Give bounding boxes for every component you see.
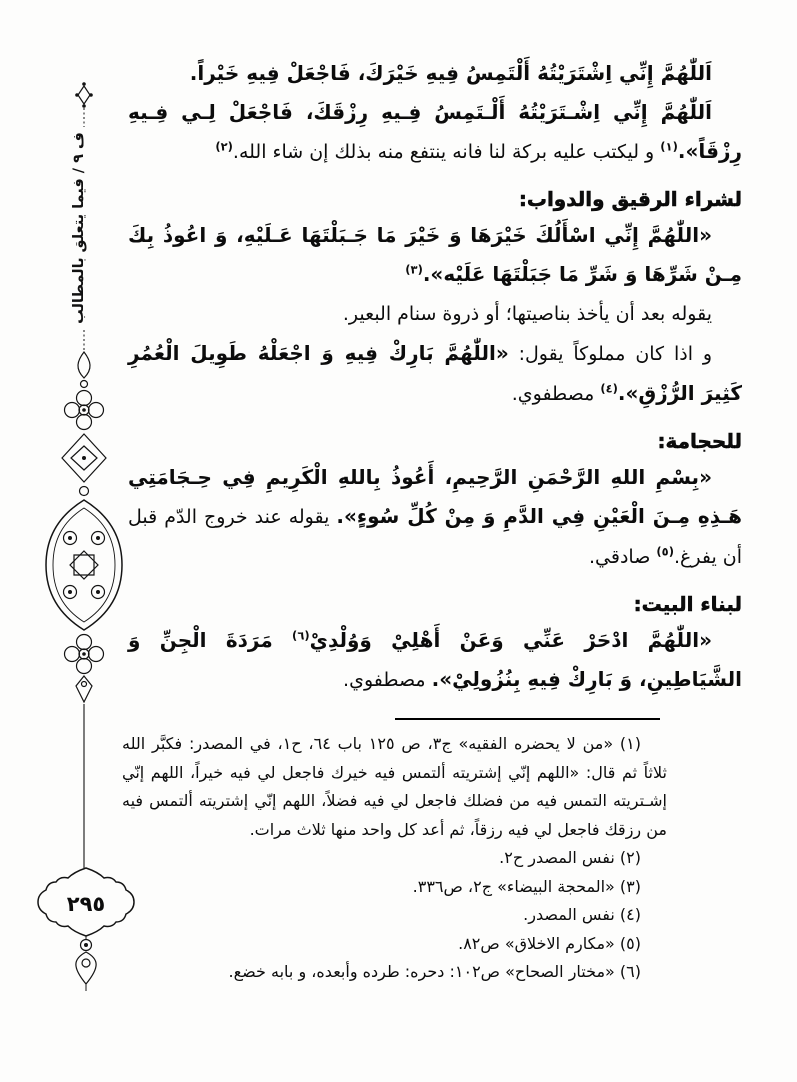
main-text: [122, 54, 742, 987]
paragraph: [128, 294, 742, 334]
paragraph: [128, 216, 742, 294]
footnote-ref: (٥): [656, 544, 674, 559]
paragraph: [128, 93, 742, 172]
paragraph: [128, 334, 742, 414]
footnote-ref: (٢): [215, 139, 233, 154]
text-run: و اذا كان مملوكاً يقول:: [508, 343, 712, 365]
section-heading: للحجامة:: [657, 429, 742, 453]
section-heading: لبناء البيت:: [633, 592, 742, 616]
footnote: (٥) «مكارم الاخلاق» ص٨٢.: [458, 933, 641, 953]
text-run: اَللّٰهُمَّ إِنِّي اِشْـتَرَيْتُهُ أَلْـتَمِسُ فِـيهِ رِزْقَكَ، فَاجْعَلْ لِـي فِـيهِ رِزْقَاً».: [128, 100, 742, 163]
text-run: «اللّٰهُمَّ ادْحَرْ عَنِّي وَعَنْ أَهْلِيْ وَوُلْدِيْ: [309, 628, 713, 652]
section-heading: لشراء الرقيق والدواب:: [518, 187, 742, 211]
text-run: يقوله بعد أن يأخذ بناصيتها؛ أو ذروة سنام البعير.: [342, 303, 712, 325]
page-number: ٢٩٥: [66, 892, 106, 916]
text-run: مَرَدَةَ الْجِنِّ وَ الشَّيَاطِينِ، وَ بَارِكْ فِيهِ بِنُزُولِيْ».: [128, 628, 742, 691]
text-run: مصطفوي.: [511, 383, 601, 405]
footnote: (٤) نفس المصدر.: [523, 905, 641, 924]
paragraph: [128, 621, 742, 700]
margin-ornament-svg: [0, 0, 140, 1082]
footnote: (٢) نفس المصدر ح٢.: [499, 848, 641, 867]
text-run: مصطفوي.: [343, 669, 432, 691]
text-run: اَللّٰهُمَّ إِنِّي اِشْتَرَيْتُهُ أَلْتَمِسُ فِيهِ خَيْرَكَ، فَاجْعَلْ فِيهِ خَيْراً.: [189, 61, 712, 85]
chapter-vertical-label: ف ٩ / فيما يتعلق بالمطالب: [71, 132, 87, 324]
arabesque-chain-ornament-icon: [46, 352, 122, 702]
top-fleuron-icon: [75, 82, 93, 108]
text-run: و ليكتب عليه بركة لنا فانه ينتفع منه بذلك إن شاء الله.: [232, 141, 661, 163]
footnotes-list: [122, 730, 667, 987]
footnote-ref: (٤): [600, 381, 618, 396]
footnote: (١) «من لا يحضره الفقيه» ج٣، ص ١٢٥ باب ٦٤، ح١، في المصدر: فكبَّر الله ثلاثاً ثم قال: «اللهم إنّي إشتريته ألتمس فيه خيرك فاجعل لي فيه خيراً، اللهم إنّي إشـتريته التمس فيه من فضلك فاجعل لي فيه فضلاً، اللهم إنّي إشتريته ألتمس فيه من رزقك فاجعل لي فيه رزقاً، ثم أعد كل واحد منها ثلاث مرات.: [122, 734, 667, 839]
text-run: «اللّٰهُمَّ إِنِّي اسْأَلُكَ خَيْرَهَا وَ خَيْرَ مَا جَـبَلْتَهَا عَـلَيْهِ، وَ اعُوذُ بِكَ مِـنْ شَرِّهَا وَ شَرِّ مَا جَبَلْتَهَا عَلَيْه».: [128, 223, 742, 286]
footnote-ref: (١): [660, 139, 678, 154]
footnote-ref: (٦): [292, 628, 310, 643]
text-run: صادقي.: [589, 546, 657, 568]
footnote-separator: [395, 718, 660, 720]
text-run: «بِسْمِ اللهِ الرَّحْمَنِ الرَّحِيمِ، أَعُوذُ بِاللهِ الْكَرِيمِ فِي حِـجَامَتِي هَـذِهِ مِـنَ الْعَيْنِ فِي الدَّمِ وَ مِنْ كُلِّ سُوءٍ».: [128, 465, 742, 528]
page-number-medallion: [38, 868, 134, 991]
paragraph: [128, 458, 742, 577]
footnote-ref: (٣): [405, 262, 423, 277]
text-run: «اللّٰهُمَّ بَارِكْ فِيهِ وَ اجْعَلْهُ طَوِيلَ الْعُمُرِ كَثِيرَ الرُّزْقِ».: [128, 341, 742, 405]
paragraph: [128, 54, 742, 93]
footnote: (٦) «مختار الصحاح» ص١٠٢: دحره: طرده وأبعده، و بابه خضع.: [228, 962, 641, 981]
text-run: يقوله عند خروج الدّم قبل أن يفرغ.: [128, 506, 742, 568]
margin-ornament-column: [0, 0, 140, 1082]
footnote: (٣) «المحجة البيضاء» ج٢، ص٣٣٦.: [412, 876, 641, 896]
